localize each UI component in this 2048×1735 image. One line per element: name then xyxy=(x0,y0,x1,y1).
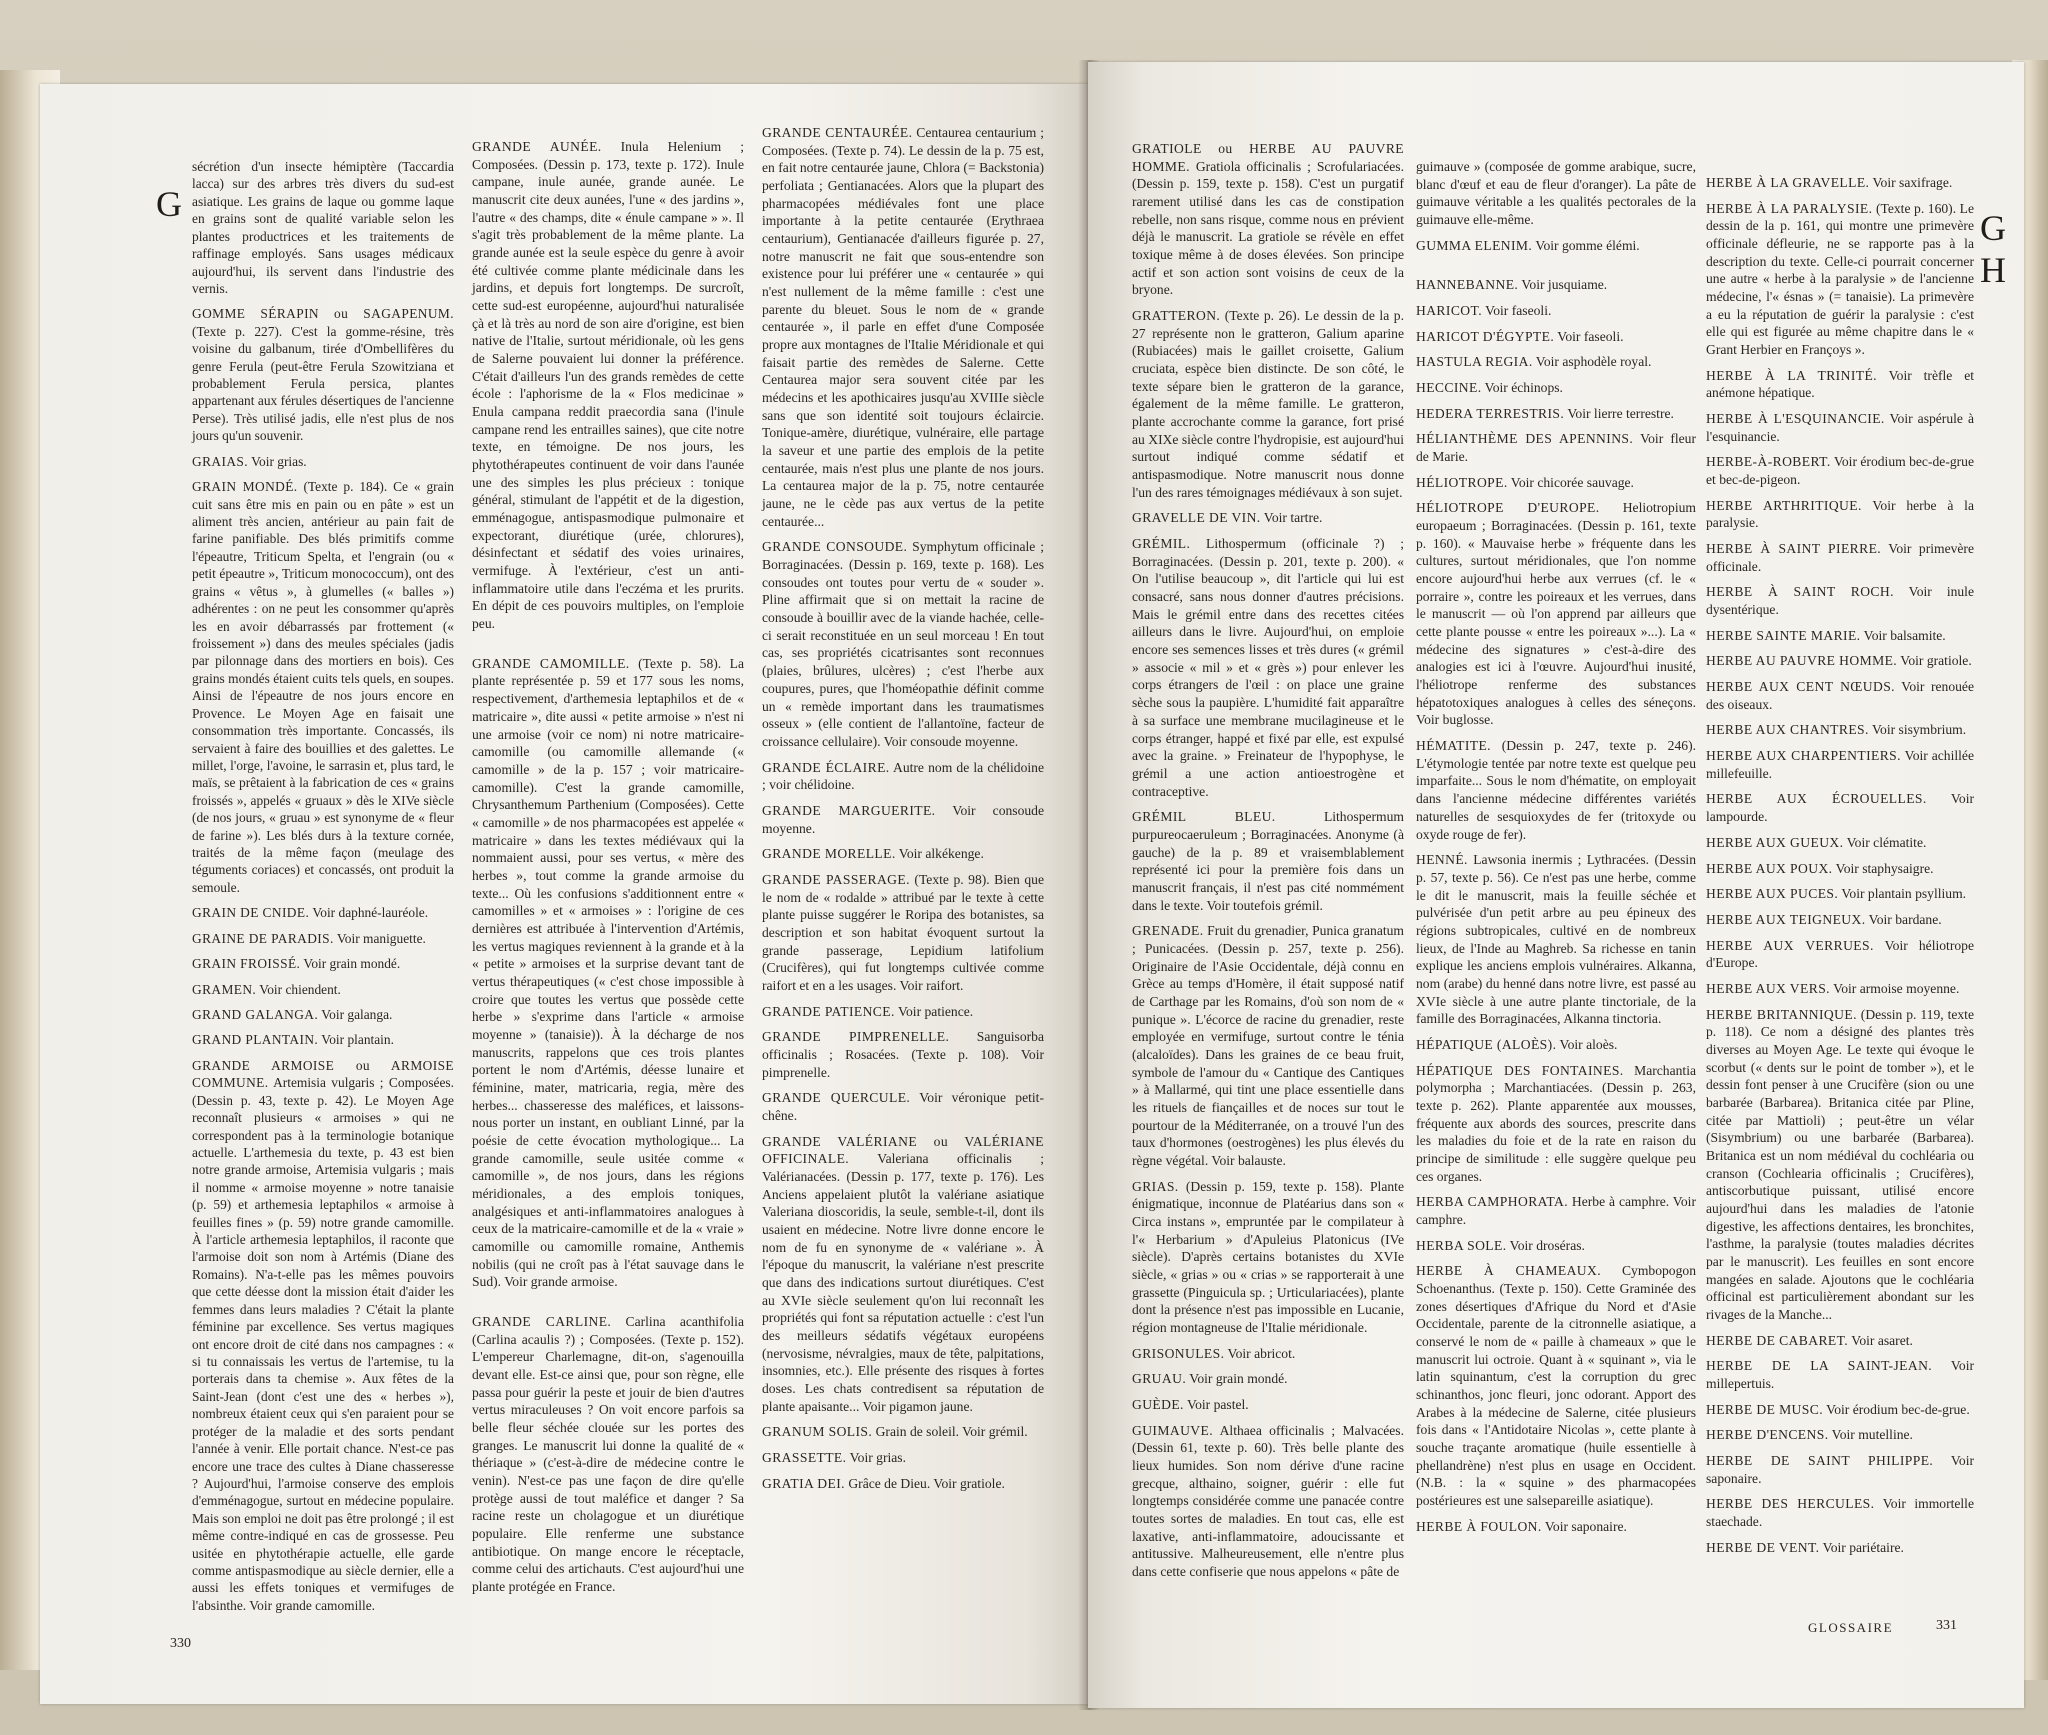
glossary-entry xyxy=(1132,1178,1404,1337)
entry-headword: HERBE À LA GRAVELLE. xyxy=(1706,175,1870,190)
glossary-entry xyxy=(762,538,1044,750)
glossary-entry xyxy=(762,1003,1044,1021)
glossary-column xyxy=(762,124,1044,1500)
entry-headword: GRAIN DE CNIDE. xyxy=(192,905,310,921)
glossary-entry xyxy=(1706,627,1974,645)
page-number: 330 xyxy=(170,1636,191,1651)
entry-text: Grâce de Dieu. Voir gratiole. xyxy=(848,1475,1005,1491)
entry-headword: GUIMAUVE. xyxy=(1132,1422,1214,1438)
glossary-entry xyxy=(1706,200,1974,359)
entry-headword: HERBE-À-ROBERT. xyxy=(1706,454,1831,470)
glossary-entry xyxy=(1132,535,1404,800)
glossary-entry xyxy=(1706,1357,1974,1392)
entry-headword: GRENADE. xyxy=(1132,923,1204,939)
entry-headword: GUÈDE. xyxy=(1132,1397,1184,1413)
entry-headword: GRÉMIL. xyxy=(1132,536,1191,552)
entry-text: Lithospermum (officinale ?) ; Borraginacées. (Dessin p. 201, texte p. 200). « On l'utilise beaucoup », dit l'article qui lui est consacré, sans nous donner d'autres précisions. Mais le grémil entre dans des recettes citées ailleurs dans le livre. Aujourd'hui, on emploie encore ses semences lisses et très dures (« grémil » associe « mil » et « grès ») pour enlever les corps étrangers de l'œil : on place une graine sèche sous la paupière. L'humidité fait apparaître à sa surface une membrane mucilagineuse et le corps étranger, happé et fixé par elle, est expulsé avec la graine. » Freinateur de l'hypophyse, le grémil a une action antioestrogène et contraceptive. xyxy=(1132,536,1404,799)
entry-text: Voir aloès. xyxy=(1559,1036,1618,1052)
entry-headword: HARICOT D'ÉGYPTE. xyxy=(1416,328,1555,344)
entry-headword: GRAND GALANGA. xyxy=(192,1006,319,1022)
glossary-column xyxy=(1416,158,1696,1543)
entry-headword: GRAND PLANTAIN. xyxy=(192,1032,319,1048)
entry-text: Voir droséras. xyxy=(1509,1237,1585,1253)
glossary-entry xyxy=(762,1028,1044,1081)
entry-text: Voir fleur de Marie. xyxy=(1416,431,1697,465)
entry-headword: GOMME SÉRAPIN ou SAGAPENUM. xyxy=(192,306,454,322)
section-letter: G xyxy=(1980,208,2006,248)
entry-headword: HERBE À L'ESQUINANCIE. xyxy=(1706,411,1885,427)
entry-text: Voir galanga. xyxy=(321,1006,393,1022)
entry-headword: GRANDE ARMOISE ou ARMOISE COMMUNE. xyxy=(192,1057,454,1091)
glossary-entry xyxy=(1416,430,1696,465)
entry-text: Cymbopogon Schoenanthus. (Texte p. 150). Cette Graminée des zones désertiques d'Afrique du Nord et d'Asie Occidentale, parente de la citronnelle asiatique, a conservé le nom de « paille à chameaux » que le manuscrit lui octroie. Quant à « squinant », via le latin squinantum, c'est la corruption du grec schinanthos, jonc fleuri, jonc odorant. Apport des Arabes à la médecine de Salerne, citée plusieurs fois dans « l'Antidotaire Nicolas », cette plante à souche traçante aromatique (huile essentielle à phellandrène) n'est plus en usage en Occident. (N.B. : la « squine » des pharmacopées postérieures est une salsepareille asiatique). xyxy=(1416,1263,1696,1509)
entry-headword: GRANDE PASSERAGE. xyxy=(762,871,910,887)
page-number: 331 xyxy=(1936,1618,1957,1633)
glossary-entry xyxy=(1706,1539,1974,1557)
entry-text: Voir grain mondé. xyxy=(303,956,401,972)
glossary-entry xyxy=(1416,328,1696,346)
glossary-column xyxy=(472,138,744,1604)
entry-headword: HÉLIOTROPE. xyxy=(1416,474,1508,490)
glossary-entry xyxy=(472,655,744,1291)
entry-headword: GRANDE CAMOMILLE. xyxy=(472,655,630,671)
entry-text: Voir balsamite. xyxy=(1863,627,1946,643)
entry-text: Centaurea centaurium ; Composées. (Texte p. 74). Le dessin de la p. 75 est, en fait notre centaurée jaune, Chlora (= Backstonia) perfoliata ; Gentianacées. Alors que la plupart des pharmacopées médiévales font une place importante à la petite centaurée (Erythraea centaurium), Gentianacée d'ailleurs figurée p. 27, notre manuscrit ne fait que sous-entendre son existence pour lui préférer une « centaurée » qui n'est nullement de la même famille : c'est une parente du bleuet. Sous le nom de « grande centaurée », il parle en effet d'une Composée propre aux montagnes de l'Italie Méridionale et qui faisait partie des remèdes de Salerne. Cette Centaurea major sera souvent citée par les médecins et les apothicaires jusqu'au XVIIIe siècle sans que son identité soit toujours éclaircie. Tonique-amère, diurétique, vulnéraire, elle partage la saveur et une partie des emplois de la petite centaurée, mais n'est plus une plante de nos jours. La centaurea major de la p. 75, notre centaurée jaune, ne le cède pas aux vertus de la petite centaurée... xyxy=(762,125,1044,529)
entry-headword: HÉLIANTHÈME DES APENNINS. xyxy=(1416,431,1634,447)
entry-headword: GRUAU. xyxy=(1132,1371,1187,1387)
glossary-entry xyxy=(1706,1006,1974,1324)
entry-headword: GRANDE QUERCULE. xyxy=(762,1090,911,1106)
glossary-entry xyxy=(1132,1396,1404,1414)
entry-headword: GRIAS. xyxy=(1132,1178,1179,1194)
entry-text: Voir gomme élémi. xyxy=(1535,237,1640,253)
entry-headword: HERBE AUX GUEUX. xyxy=(1706,834,1844,850)
entry-headword: GRAIN MONDÉ. xyxy=(192,479,298,495)
entry-headword: HANNEBANNE. xyxy=(1416,277,1519,293)
entry-text: (Dessin p. 247, texte p. 246). L'étymologie tentée par notre texte est quelque peu imparfaite... Sous le nom d'hématite, on employait dans l'ancienne médecine différentes variétés naturelles de sesquioxydes de fer (tritoxyde ou oxyde rouge de fer). xyxy=(1416,738,1696,842)
entry-text: Voir abricot. xyxy=(1227,1345,1296,1361)
entry-text: Voir asphodèle royal. xyxy=(1535,354,1652,370)
entry-text: Voir immortelle staechade. xyxy=(1706,1496,1974,1529)
entry-headword: GRANDE PIMPRENELLE. xyxy=(762,1029,950,1045)
entry-text: Voir consoude moyenne. xyxy=(762,802,1045,836)
glossary-entry xyxy=(472,138,744,633)
glossary-entry xyxy=(1706,747,1974,782)
glossary-entry xyxy=(762,871,1044,995)
entry-text: Voir saponaire. xyxy=(1706,1452,1975,1486)
glossary-entry xyxy=(762,1449,1044,1467)
entry-headword: HÉPATIQUE (ALOÈS). xyxy=(1416,1036,1557,1052)
entry-headword: GRÉMIL BLEU. xyxy=(1132,809,1276,825)
glossary-entry xyxy=(1706,885,1974,903)
glossary-entry xyxy=(192,1031,454,1048)
entry-text: guimauve » (composée de gomme arabique, sucre, blanc d'œuf et eau de fleur d'oranger). La pâte de guimauve véritable a les qualités pectorales de la guimauve elle-même. xyxy=(1416,159,1696,228)
glossary-entry xyxy=(1132,1345,1404,1363)
entry-text: Voir alkékenge. xyxy=(898,846,984,862)
entry-text: Voir grias. xyxy=(849,1450,906,1466)
glossary-entry xyxy=(1416,353,1696,371)
glossary-entry xyxy=(1706,174,1974,192)
glossary-entry xyxy=(1706,1452,1974,1487)
entry-text: (Texte p. 98). Bien que le nom de « rodalde » attribué par le texte à cette plante puisse suggérer le Roripa des botanistes, sa description et son habitat évoquent surtout la grande passerage, Lepidium latifolium (Crucifères), qui fut longtemps cultivée comme raifort et en a les usages. Voir raifort. xyxy=(762,871,1044,993)
glossary-entry xyxy=(1706,652,1974,670)
entry-text: Heliotropium europaeum ; Borraginacées. (Dessin p. 161, texte p. 160). « Mauvaise herbe » fréquente dans les cultures, surtout méridionales, que l'on nomme encore aujourd'hui herbe aux verrues (cf. le « porraire », contre les poireaux et les verrues, dans le manuscrit — où l'on apprend par ailleurs que cette plante pousse « entre les poireaux »...). La « médecine des signatures » c'est-à-dire des analogies est ici à l'œuvre. Aujourd'hui inusité, l'héliotrope renferme des substances hépatotoxiques analogues à celles des séneçons. Voir buglosse. xyxy=(1416,500,1696,728)
glossary-entry xyxy=(1416,737,1696,843)
entry-text: Grain de soleil. Voir grémil. xyxy=(875,1424,1028,1440)
entry-text: Voir pastel. xyxy=(1187,1397,1249,1413)
entry-headword: HERBE À SAINT ROCH. xyxy=(1706,584,1894,600)
glossary-entry xyxy=(472,1313,744,1596)
glossary-entry xyxy=(1706,1332,1974,1350)
glossary-entry xyxy=(1416,1262,1696,1509)
entry-headword: GRANDE ÉCLAIRE. xyxy=(762,759,890,775)
glossary-column xyxy=(192,158,454,1622)
entry-text: Voir patience. xyxy=(897,1003,974,1019)
glossary-entry xyxy=(1706,980,1974,998)
glossary-entry xyxy=(1132,140,1404,299)
entry-text: Voir maniguette. xyxy=(336,930,426,946)
glossary-entry xyxy=(762,759,1044,794)
entry-text: Autre nom de la chélidoine ; voir chélidoine. xyxy=(762,759,1044,793)
glossary-entry xyxy=(192,955,454,972)
entry-text: Voir chicorée sauvage. xyxy=(1510,474,1634,490)
right-page xyxy=(1088,62,2024,1708)
entry-text: Voir sisymbrium. xyxy=(1871,722,1967,738)
entry-text: Voir aspérule à l'esquinancie. xyxy=(1706,411,1974,444)
entry-headword: GRANDE AUNÉE. xyxy=(472,139,602,154)
entry-headword: HERBE À FOULON. xyxy=(1416,1518,1542,1534)
entry-headword: HERBE À CHAMEAUX. xyxy=(1416,1263,1602,1279)
entry-text: Althaea officinalis ; Malvacées. (Dessin 61, texte p. 60). Très belle plante des lieux humides. Son nom dérive d'une racine grecque, althaino, soigner, guérir : elle fut longtemps considérée comme une panacée contre toutes sortes de maladies. En tout cas, elle est laxative, anti-inflammatoire, adoucissante et antitussive. Malheureusement, elle n'entre plus dans cette confiserie que nous appelons « pâte de xyxy=(1132,1422,1404,1580)
entry-headword: HERBA SOLE. xyxy=(1416,1237,1507,1253)
entry-text: Voir érodium bec-de-grue. xyxy=(1826,1401,1970,1417)
entry-text: Voir achillée millefeuille. xyxy=(1706,748,1974,781)
glossary-entry xyxy=(1416,276,1696,294)
glossary-entry xyxy=(1706,540,1974,575)
glossary-entry xyxy=(1416,405,1696,423)
entry-text: (Texte p. 184). Ce « grain cuit sans être mis en pain ou en pâte » est un aliment très ancien, antérieur au pain fait de farine panifiable. Des blés primitifs comme l'épeautre, Triticum Spelta, et l'engrain (ou « petit épeautre », Triticum monococcum), ont des grains « vêtus », à glumelles (« balles ») adhérentes : on ne peut les consommer qu'après les en avoir débarrassés par frottement (« froissement ») dans des meules spéciales (jadis par pilonnage dans des mortiers en bois). Ces grains mondés étaient cuits tels quels, en soupes. Ainsi de l'épeautre de nos jours encore en Provence. Le Moyen Age en faisait une consommation très importante. Concassés, ils servaient à faire des bouillies et des galettes. Le millet, l'orge, l'avoine, le sarrasin et, plus tard, le maïs, se prêtaient à la fabrication de ces « grains froissés », appelés « gruaux » dès le XIVe siècle (de nos jours, « gruau » est synonyme de « fleur de farine »). Les blés durs à la texture cornée, traités de la même façon (meulage des téguments coriaces) et concassés, ont produit la semoule. xyxy=(192,479,454,895)
entry-text: Voir grias. xyxy=(251,453,307,469)
entry-headword: GUMMA ELENIM. xyxy=(1416,237,1533,253)
glossary-entry xyxy=(1706,834,1974,852)
entry-text: Voir mutelline. xyxy=(1831,1427,1913,1443)
glossary-entry xyxy=(1416,379,1696,397)
entry-text: Herbe à camphre. Voir camphre. xyxy=(1416,1194,1696,1227)
entry-headword: HERBE DES HERCULES. xyxy=(1706,1496,1875,1512)
entry-headword: HERBE AUX TEIGNEUX. xyxy=(1706,911,1866,927)
glossary-entry xyxy=(1706,678,1974,713)
glossary-entry xyxy=(1132,509,1404,527)
entry-text: Voir véronique petit-chêne. xyxy=(762,1090,1044,1123)
entry-headword: HECCINE. xyxy=(1416,380,1482,396)
entry-text: Voir trèfle et anémone hépatique. xyxy=(1706,367,1975,401)
glossary-entry xyxy=(1132,922,1404,1169)
glossary-entry xyxy=(762,1089,1044,1124)
entry-text: Sanguisorba officinalis ; Rosacées. (Texte p. 108). Voir pimprenelle. xyxy=(762,1029,1044,1080)
entry-text: Voir lierre terrestre. xyxy=(1567,405,1674,421)
glossary-entry xyxy=(1416,1062,1696,1186)
glossary-entry xyxy=(192,930,454,947)
glossary-entry xyxy=(1416,1237,1696,1255)
entry-text: Voir gratiole. xyxy=(1900,653,1972,669)
glossary-entry xyxy=(762,124,1044,530)
entry-headword: HERBE AUX CENT NŒUDS. xyxy=(1706,679,1895,695)
entry-headword: HERBE AUX ÉCROUELLES. xyxy=(1706,791,1927,807)
entry-text: Voir jusquiame. xyxy=(1521,277,1608,293)
glossary-entry xyxy=(1706,790,1974,825)
entry-headword: GRANUM SOLIS. xyxy=(762,1424,873,1440)
entry-headword: HARICOT. xyxy=(1416,303,1483,319)
glossary-entry xyxy=(1706,367,1974,402)
glossary-entry xyxy=(1706,453,1974,488)
glossary-entry xyxy=(762,1475,1044,1493)
glossary-column xyxy=(1706,174,1974,1564)
entry-text: Voir plantain. xyxy=(321,1032,394,1048)
glossary-entry xyxy=(762,1423,1044,1441)
entry-text: (Dessin p. 159, texte p. 158). Plante énigmatique, inconnue de Platéarius dans son « Circa instans », empruntée par le compilateur à l'« Herbarium » d'Apuleius Platonicus (IVe siècle). D'après certains botanistes du XVIe siècle, « grias » ou « crias » se rapporterait à une grassette (Pinguicula sp. ; Urticulariacées), plante dont la présence n'est pas impossible en Lucanie, région montagneuse de l'Italie méridionale. xyxy=(1132,1178,1404,1335)
glossary-entry xyxy=(192,158,454,297)
entry-text: Valeriana officinalis ; Valérianacées. (Dessin p. 177, texte p. 176). Les Anciens appelaient plutôt la valériane asiatique Valeriana dioscoridis, la seule, semble-t-il, dont ils usaient en médecine. Notre livre donne encore le nom de fu en synonyme de « valériane ». À l'époque du manuscrit, la valériane n'est prescrite que dans des indications surtout diurétiques. C'est au XVIe siècle seulement qu'on lui reconnaît les propriétés qui font sa réputation actuelle : c'est l'un des meilleurs sédatifs végétaux européens (nervosisme, névralgies, maux de tête, palpitations, insomnies, etc.). Elle présente des risques à fortes doses. Les chats contredisent sa réputation de plante apaisante... Voir pigamon jaune. xyxy=(762,1151,1045,1414)
entry-headword: HERBE AU PAUVRE HOMME. xyxy=(1706,653,1898,669)
running-head: GLOSSAIRE xyxy=(1808,1620,1894,1635)
entry-headword: HERBE D'ENCENS. xyxy=(1706,1427,1829,1443)
entry-headword: GRANDE VALÉRIANE ou VALÉRIANE OFFICINALE. xyxy=(762,1133,1044,1167)
entry-headword: GRANDE CONSOUDE. xyxy=(762,539,908,555)
glossary-entry xyxy=(1132,1422,1404,1581)
entry-headword: GRANDE PATIENCE. xyxy=(762,1003,895,1019)
entry-text: Voir grain mondé. xyxy=(1189,1371,1288,1387)
entry-text: Gratiola officinalis ; Scrofulariacées. (Dessin p. 159, texte p. 158). C'est un purgatif rarement utilisé dans les cas de constipation rebelle, non sans risque, comme nous en prévient déjà le manuscrit. La gratiole se révèle en effet toxique même à de doses élevées. Son principe actif et son action sont voisins de ceux de la bryone. xyxy=(1132,158,1404,298)
glossary-entry xyxy=(1706,1426,1974,1444)
glossary-entry xyxy=(1132,307,1404,501)
entry-text: sécrétion d'un insecte hémiptère (Taccardia lacca) sur des arbres très divers du sud-est asiatique. Les grains de laque ou gomme laque en grains sont de qualité variable selon les plantes productrices et les traitements de raffinage employés. Sans usages médicaux aujourd'hui, ils servent dans l'industrie des vernis. xyxy=(192,159,454,296)
entry-text: Lithospermum purpureocaeruleum ; Borraginacées. Anonyme (à gauche) de la p. 89 et vraisemblablement représenté ici pour la première fois dans un manuscrit français, il n'est pas cité nommément dans le texte. Voir toutefois grémil. xyxy=(1132,809,1404,913)
glossary-entry xyxy=(762,1133,1044,1416)
glossary-entry xyxy=(1706,1495,1974,1530)
entry-headword: HERBE DE SAINT PHILIPPE. xyxy=(1706,1452,1934,1468)
entry-text: Voir érodium bec-de-grue et bec-de-pigeon. xyxy=(1706,454,1974,488)
entry-text: Voir saxifrage. xyxy=(1872,175,1953,190)
glossary-entry xyxy=(762,802,1044,837)
entry-headword: HERBE À LA TRINITÉ. xyxy=(1706,367,1877,383)
entry-headword: GRISONULES. xyxy=(1132,1345,1225,1361)
entry-headword: HERBE DE CABARET. xyxy=(1706,1332,1849,1348)
glossary-entry xyxy=(1706,410,1974,445)
entry-headword: GRAIAS. xyxy=(192,453,248,469)
entry-headword: HÉPATIQUE DES FONTAINES. xyxy=(1416,1062,1624,1078)
entry-headword: GRAIN FROISSÉ. xyxy=(192,956,301,972)
entry-headword: HERBE BRITANNIQUE. xyxy=(1706,1006,1857,1022)
entry-headword: HERBE SAINTE MARIE. xyxy=(1706,627,1861,643)
entry-text: Voir chiendent. xyxy=(259,981,341,997)
entry-text: Voir clématite. xyxy=(1846,834,1927,850)
entry-headword: HERBE AUX VERRUES. xyxy=(1706,937,1874,953)
entry-headword: GRANDE MARGUERITE. xyxy=(762,802,936,818)
entry-text: Voir bardane. xyxy=(1868,911,1942,927)
entry-headword: HERBE AUX CHARPENTIERS. xyxy=(1706,748,1901,764)
entry-headword: HÉMATITE. xyxy=(1416,738,1491,754)
glossary-entry xyxy=(192,904,454,921)
entry-headword: GRANDE MORELLE. xyxy=(762,846,896,862)
glossary-entry xyxy=(192,1006,454,1023)
glossary-entry xyxy=(1706,937,1974,972)
left-page xyxy=(40,84,1088,1704)
entry-headword: HERBE DE MUSC. xyxy=(1706,1401,1824,1417)
entry-headword: GRANDE CARLINE. xyxy=(472,1314,612,1329)
entry-text: Carlina acanthifolia (Carlina acaulis ?) ; Composées. (Texte p. 152). L'empereur Charlemagne, dit-on, s'agenouilla devant elle. Est-ce ainsi que, pour son règne, elle passa pour guérir la peste et jouir de bien d'autres vertus miraculeuses ? On voit encore parfois sa belle fleur séchée clouée sur les portes des granges. Le manuscrit lui donne la qualité de « thériaque » (c'est-à-dire de médecine contre le venin). N'est-ce pas une façon de dire qu'elle protège aussi de tout maléfice et danger ? Sa racine reste un cholagogue et un diurétique populaire. Elle renferme une substance antibiotique. On mange encore le réceptacle, comme celui des artichauts. C'est aujourd'hui une plante protégée en France. xyxy=(472,1314,744,1595)
entry-headword: HERBE AUX PUCES. xyxy=(1706,886,1839,902)
entry-text: Symphytum officinale ; Borraginacées. (Dessin p. 169, texte p. 168). Les consoudes ont toutes pour vertu de « souder ». Pline affirmait que si on mettait la racine de consoude à bouillir avec de la viande hachée, celle-ci serait reconstituée en un seul morceau ! En tout cas, ses propriétés cicatrisantes sont reconnues (plaies, brûlures, ulcères) ; c'est l'herbe aux coupures, pures, que l'homéopathie définit comme un « remède important dans les traumatismes osseux » (elle contient de l'allantoïne, facteur de croissance cellulaire). Voir consoude moyenne. xyxy=(762,539,1044,749)
entry-headword: HEDERA TERRESTRIS. xyxy=(1416,405,1565,421)
glossary-entry xyxy=(192,305,454,444)
entry-headword: GRASSETTE. xyxy=(762,1450,847,1466)
glossary-entry xyxy=(192,478,454,896)
glossary-entry xyxy=(1706,497,1974,532)
entry-text: Voir armoise moyenne. xyxy=(1833,980,1960,996)
entry-text: Voir pariétaire. xyxy=(1822,1539,1904,1555)
entry-headword: HERBA CAMPHORATA. xyxy=(1416,1194,1568,1210)
entry-text: Voir échinops. xyxy=(1484,380,1563,396)
glossary-entry xyxy=(1416,851,1696,1028)
glossary-entry xyxy=(1416,1036,1696,1054)
entry-text: Fruit du grenadier, Punica granatum ; Punicacées. (Dessin p. 257, texte p. 256). Originaire de l'Asie Occidentale, déjà connu en Grèce au temps d'Homère, il était supposé natif de Carthage par les Romains, d'où son nom de « punique ». L'écorce de racine du grenadier, reste employée en vermifuge, surtout contre le ténia (alcaloïdes). Dans les graines de ce beau fruit, symbole de l'amour du « Cantique des Cantiques » à Mallarmé, qui tint une place essentielle dans les rituels de fiançailles et de noces sur tout le pourtour de la Méditerranée, on a trouvé l'un des taux d'hormones (oestrogènes) les plus élevés du règne végétal. Voir balauste. xyxy=(1132,923,1404,1168)
entry-headword: HERBE ARTHRITIQUE. xyxy=(1706,497,1862,513)
entry-text: (Texte p. 58). La plante représentée p. 59 et 177 sous les noms, respectivement, d'arthemesia leptaphilos et de « matricaire », dite aussi « petite armoise » n'est ni une armoise (voir ce nom) ni notre matricaire-camomille (ou camomille allemande (« camomille » de la p. 157 ; voir matricaire-camomille). C'est la grande camomille, Chrysanthemum Parthenium (Composées). Cette « camomille » de nos pharmacopées est appelée « matricaire » dans les textes médiévaux qui la nommaient aussi, pour ses vertus, « mère des herbes », tout comme la grande armoise du texte... Où les confusions s'additionnent entre « camomilles » et « armoises » : l'origine de ces dernières est attribuée à l'intervention d'Artémis, les vertus magiques reviennent à la grande et à la « petite » armoises et la surprise devant tant de vertus thérapeutiques (« c'est chose impossible à croire que toutes les vertus que possède cette herbe » s'exprime dans l'article « armoise moyenne » (tanaisie)). À la décharge de nos manuscrits, rappelons que ces trois plantes portent le nom d'Artémis, déesse lunaire et féminine, mater, matricaria, regia, mère des herbes... chasseresse des maléfices, et laissons-nous porter un instant, en oubliant Linné, par la poésie de cette évocation mythologique... La grande camomille, seule usitée comme « camomille », de nos jours, dans les régions méridionales, a des emplois toniques, analgésiques et anti-inflammatoires analogues à ceux de la matricaire-camomille et de la « vraie » camomille ou camomille romaine, Anthemis nobilis (qui ne croît pas à l'état sauvage dans le Sud). Voir grande armoise. xyxy=(472,655,744,1290)
entry-text: Voir héliotrope d'Europe. xyxy=(1706,937,1974,971)
entry-text: Voir daphné-lauréole. xyxy=(312,905,429,921)
glossary-entry xyxy=(1416,158,1696,229)
entry-headword: HÉLIOTROPE D'EUROPE. xyxy=(1416,500,1600,516)
entry-headword: HERBE À SAINT PIERRE. xyxy=(1706,541,1882,557)
entry-headword: HERBE À LA PARALYSIE. xyxy=(1706,200,1873,216)
entry-headword: GRATIOLE ou HERBE AU PAUVRE HOMME. xyxy=(1132,141,1404,174)
glossary-entry xyxy=(1416,474,1696,492)
glossary-entry xyxy=(1132,1370,1404,1388)
glossary-entry xyxy=(1416,1518,1696,1536)
glossary-entry xyxy=(1706,721,1974,739)
glossary-entry xyxy=(1416,1193,1696,1228)
entry-headword: GRATIA DEI. xyxy=(762,1475,845,1491)
entry-text: Voir plantain psyllium. xyxy=(1841,886,1967,902)
glossary-entry xyxy=(1706,860,1974,878)
entry-text: Artemisia vulgaris ; Composées. (Dessin p. 43, texte p. 42). Le Moyen Age reconnaît plusieurs « armoises » qui ne correspondent pas à la terminologie botanique actuelle. L'arthemesia du texte, p. 43 est bien notre grande armoise, Artemisia vulgaris ; mais il nomme « armoise moyenne » notre tanaisie (p. 59) et arthemesia leptaphilos « armoise à feuilles fines » (p. 59) notre grande camomille. À l'article arthemesia leptaphilos, il raconte que l'armoise doit son nom à Artémis (Diane des Romains). N'a-t-elle pas les mêmes pouvoirs que cette déesse dont la mission était d'aider les femmes dans leurs maladies ? C'était la plante féminine par excellence. Ses vertus magiques ont encore droit de cité dans nos campagnes : « si tu connaissais les vertus de l'artemise, tu la porterais dans ta chemise ». Aux fêtes de la Saint-Jean (dont c'est une des « herbes »), nombreux étaient ceux qui s'en paraient pour se protéger de la maladie et des sorts pendant l'année à venir. Elle portait chance. N'est-ce pas encore une trace des cultes à Diane chasseresse ? Aujourd'hui, l'armoise conserve des emplois d'emménagogue, surtout en médecine populaire. Mais son emploi ne doit pas être prolongé ; il est même contre-indiqué en cas de grossesse. Peu usitée en phytothérapie actuelle, elle garde comme antispasmodique au siècle dernier, elle a aussi les effets toniques et vermifuges de l'absinthe. Voir grande camomille. xyxy=(192,1075,454,1613)
entry-text: Voir lampourde. xyxy=(1706,791,1975,825)
entry-text: Inula Helenium ; Composées. (Dessin p. 173, texte p. 172). Inule campane, inule aunée, grande aunée. Le manuscrit cite deux aunées, l'une « des jardins », l'autre « des champs, dite « énule campane » ». Il s'agit très probablement de la même plante. La grande aunée est la seule espèce du genre à avoir été cultivée comme plante médicinale dans les jardins, et depuis fort longtemps. De surcroît, cette sud-est européenne, aujourd'hui naturalisée çà et là très au nord de son aire d'origine, est bien native de l'Italie, surtout méridionale, où les gens de Salerne pouvaient lui donner la préférence. C'était d'ailleurs l'un des grands remèdes de cette école : l'aphorisme de la « Flos medicinae » Enula campana reddit praecordia sana (l'inule campane rend les entrailles saines), que cite notre texte, en témoigne. De nos jours, les phytothérapeutes continuent de voir dans l'aunée une des simples les plus précieux : tonique général, stimulant de l'appétit et de la digestion, emménagogue, antispasmodique pulmonaire et expectorant, diurétique (urée, chlorures), désinfectant et sédatif des voies urinaires, vermifuge. À l'extérieur, c'est un anti-inflammatoire utile dans l'eczéma et les prurits. En dépit de ces pouvoirs multiples, on l'emploie peu. xyxy=(472,139,744,632)
entry-text: Voir staphysaigre. xyxy=(1835,860,1934,876)
entry-headword: GRAINE DE PARADIS. xyxy=(192,930,334,946)
glossary-entry xyxy=(1416,237,1696,255)
glossary-entry xyxy=(1416,302,1696,320)
entry-headword: GRAVELLE DE VIN. xyxy=(1132,510,1261,526)
entry-text: (Texte p. 160). Le dessin de la p. 161, qui montre une primevère officinale défleurie, ne se rapporte pas à la description du texte. Celle-ci pourrait concerner une autre « herbe à la paralysie » de l'ancienne médecine, l'« ésnas » (= tanaisie). La primevère a eu la réputation de guérir la paralysie : c'est elle qui est figurée au même chapitre dans le « Grant Herbier en Françoys ». xyxy=(1706,200,1974,358)
entry-text: (Texte p. 227). C'est la gomme-résine, très voisine du galbanum, tirée d'Ombellifères du genre Ferula (peut-être Ferula Szowitziana et probablement Ferula persica, plantes appartenant aux férules désertiques de l'ancienne Perse). Très utilisé jadis, elle n'est plus de nos jours qu'un souvenir. xyxy=(192,323,454,444)
entry-text: Voir faseoli. xyxy=(1485,303,1552,319)
glossary-entry xyxy=(192,1057,454,1615)
entry-text: Voir inule dysentérique. xyxy=(1706,584,1974,618)
entry-text: Voir primevère officinale. xyxy=(1706,541,1974,574)
entry-text: (Texte p. 26). Le dessin de la p. 27 représente non le gratteron, Galium aparine (Rubiacées) mais le gaillet croisette, Galium cruciata, espèce bien distincte. De son côté, le texte sépare bien le gratteron de la garance, également de la même famille. Le gratteron, plante accrochante comme la garance, fort prisé au XIXe siècle contre l'hydropisie, est aujourd'hui surtout indiqué comme sédatif et antispasmodique. Notre manuscrit nous donne l'un des rares témoignages médiévaux à son sujet. xyxy=(1132,308,1404,500)
entry-headword: GRAMEN. xyxy=(192,981,257,997)
entry-text: Voir tartre. xyxy=(1263,510,1323,526)
entry-headword: HASTULA REGIA. xyxy=(1416,354,1533,370)
glossary-entry xyxy=(192,453,454,470)
glossary-entry xyxy=(1706,1401,1974,1419)
entry-text: Voir faseoli. xyxy=(1557,328,1624,344)
entry-text: Voir saponaire. xyxy=(1544,1518,1627,1534)
glossary-entry xyxy=(1416,499,1696,729)
entry-headword: GRATTERON. xyxy=(1132,308,1221,324)
glossary-entry xyxy=(762,845,1044,863)
entry-headword: HENNÉ. xyxy=(1416,852,1468,868)
entry-headword: HERBE AUX POUX. xyxy=(1706,860,1833,876)
entry-text: Marchantia polymorpha ; Marchantiacées. (Dessin p. 263, texte p. 262). Plante apparentée aux mousses, fréquente aux abords des sources, prescrite dans les maladies du foie et de la rate en raison du principe de similitude : elle suggère quelque peu ces organes. xyxy=(1416,1062,1697,1184)
entry-text: (Dessin p. 119, texte p. 118). Ce nom a désigné des plantes très diverses au Moyen Age. Le texte qui évoque le scorbut (« dents sur le point de tomber »), et le dessin font penser à une Crucifère (sion ou une barbarée (Barbarea). Britanica citée par Pline, citée par Mattioli) ; peut-être un vélar (Sisymbrium) ou une barbarée (Barbarea). Britanica est un nom médiéval du cochléaria ou cranson (Cochlearia officinalis ; Crucifères), antiscorbutique puissant, utilisé encore aujourd'hui dans les maladies de l'atonie digestive, les affections dentaires, les bronchites, l'asthme, la paralysie (toutes maladies décrites par le manuscrit). Les feuilles en sont encore mangées en salade. Ajoutons que le cochléaria officinal est particulièrement abondant sur les rivages de la Manche... xyxy=(1706,1006,1974,1322)
entry-headword: HERBE AUX VERS. xyxy=(1706,980,1830,996)
entry-text: Lawsonia inermis ; Lythracées. (Dessin p. 57, texte p. 56). Ce n'est pas une herbe, comme le dit le manuscrit, mais la feuille séchée et pulvérisée d'un petit arbre au peu épineux des régions subtropicales, cultivé en de nombreux lieux, de l'Inde au Maghreb. Sa richesse en tanin explique les anciens emplois vulnéraires. Alkanna, nom (arabe) du henné dans notre livre, est passé au XVIe siècle à une autre plante tinctoriale, de la famille des Borraginacées, Alkanna tinctoria. xyxy=(1416,852,1696,1027)
entry-text: Voir asaret. xyxy=(1851,1332,1913,1348)
section-letter: H xyxy=(1980,250,2006,290)
entry-headword: HERBE AUX CHANTRES. xyxy=(1706,722,1869,738)
entry-text: Voir millepertuis. xyxy=(1706,1358,1975,1391)
section-letter: G xyxy=(156,184,182,224)
entry-headword: HERBE DE VENT. xyxy=(1706,1539,1820,1555)
entry-headword: HERBE DE LA SAINT-JEAN. xyxy=(1706,1358,1933,1374)
glossary-entry xyxy=(1132,808,1404,914)
entry-text: Voir herbe à la paralysie. xyxy=(1706,497,1974,531)
glossary-column xyxy=(1132,140,1404,1589)
glossary-entry xyxy=(192,981,454,998)
entry-text: Voir renouée des oiseaux. xyxy=(1706,679,1974,712)
glossary-entry xyxy=(1706,583,1974,618)
glossary-entry xyxy=(1706,911,1974,929)
entry-headword: GRANDE CENTAURÉE. xyxy=(762,125,913,140)
